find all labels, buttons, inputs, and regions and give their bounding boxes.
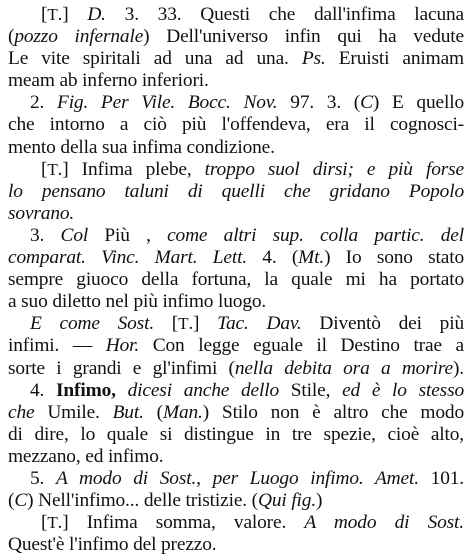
text-line <box>8 424 464 446</box>
text-line <box>8 358 464 380</box>
text-segment: Quest'è l'infimo del prezzo. <box>8 534 217 556</box>
italic-text: Fig. Per Vile. Bocc. Nov. <box>57 92 278 114</box>
text-segment: ) Stilo non è altro che modo <box>202 401 464 423</box>
text-line <box>8 313 464 335</box>
text-segment: infimi. — <box>8 335 106 357</box>
italic-text: pozzo infernale <box>14 26 144 48</box>
text-line <box>8 137 464 159</box>
italic-text: Col <box>60 224 89 246</box>
text-segment: ) E quello <box>372 92 464 114</box>
text-segment: Stile, <box>279 379 343 401</box>
italic-text: Tac. Dav. <box>217 313 302 335</box>
text-segment: [ <box>154 313 179 335</box>
bold-headword: Infimo, <box>56 379 116 401</box>
text-line <box>8 114 464 136</box>
text-segment: .] Infima somma, valore. <box>57 512 305 534</box>
text-segment: ) Io sono stato <box>324 247 464 269</box>
text-segment: sempre giuoco della fortuna, la quale mi ha portato <box>8 269 464 291</box>
text-segment: 97. 3. ( <box>277 92 361 114</box>
text-segment: ( <box>8 26 15 48</box>
text-segment: T <box>178 314 189 334</box>
text-segment: ) Nell'infimo... delle tristizie. ( <box>27 490 258 512</box>
text-segment: [ <box>41 158 48 180</box>
text-segment: meam ab inferno inferiori. <box>8 70 209 92</box>
text-segment <box>116 380 128 401</box>
text-segment: T <box>47 159 58 179</box>
text-segment: a suo diletto nel più infimo luogo. <box>8 291 267 313</box>
text-segment: .] <box>188 313 218 335</box>
text-line <box>8 512 464 534</box>
italic-text: dicesi anche dello <box>127 379 280 401</box>
text-segment: ) <box>316 490 323 512</box>
text-segment: di dire, lo quale si distingue in tre spezie, cioè alto, <box>8 423 464 445</box>
italic-text: nella debita ora a morire <box>234 357 453 379</box>
italic-text: Mt. <box>298 247 325 269</box>
italic-text: C <box>360 92 373 114</box>
text-line <box>8 402 464 424</box>
italic-text: Qui fig. <box>257 490 317 512</box>
text-line <box>8 534 464 556</box>
italic-text: comparat. Vinc. Mart. Lett. <box>8 247 248 269</box>
text-segment: ( <box>143 401 163 423</box>
text-line <box>8 4 464 26</box>
italic-text: che <box>8 401 35 423</box>
text-line <box>8 335 464 357</box>
text-segment: 3. 33. Questi che dall'infima lacuna <box>105 4 464 25</box>
text-segment: Eruisti animam <box>325 48 464 70</box>
text-segment: 4. ( <box>247 247 299 269</box>
italic-text: sovrano. <box>8 202 75 224</box>
italic-text: troppo suol dirsi; e più forse <box>204 158 464 180</box>
italic-text: C <box>14 490 28 512</box>
italic-text: ed è lo stesso <box>342 379 464 401</box>
text-segment: sorte i grandi e gl'infimi ( <box>8 357 235 379</box>
italic-text: But. <box>112 401 144 423</box>
text-line <box>8 490 464 512</box>
text-segment: 3. <box>30 224 61 246</box>
text-segment: mento della sua infima condizione. <box>8 136 275 158</box>
text-segment: mezzano, ed infimo. <box>8 445 164 467</box>
italic-text: lo pensano taluni di quelli che gridano Popolo <box>8 180 464 202</box>
text-line <box>8 181 464 203</box>
text-line <box>8 380 464 402</box>
text-line <box>8 468 464 490</box>
text-line <box>8 225 464 247</box>
text-segment: Con legge eguale il Destino trae a <box>139 335 464 357</box>
text-line <box>8 269 464 291</box>
text-line <box>8 247 464 269</box>
text-segment: 101. <box>418 467 464 489</box>
text-segment: .] Infima plebe, <box>57 158 205 180</box>
text-segment: ) Dell'universo infin qui ha vedute <box>143 26 464 48</box>
italic-text: A modo di Sost. <box>304 512 464 534</box>
italic-text: come altri sup. colla partic. del <box>167 224 464 246</box>
text-segment: 5. <box>30 467 56 489</box>
text-segment: Diventò dei più <box>301 313 464 335</box>
text-line <box>8 203 464 225</box>
text-line <box>8 291 464 313</box>
text-segment: Le vite spiritali ad una ad una. <box>8 48 302 70</box>
text-line <box>8 92 464 114</box>
text-line <box>8 446 464 468</box>
text-segment: ( <box>8 490 15 512</box>
text-line <box>8 70 464 92</box>
text-segment: 4. <box>30 379 57 401</box>
text-segment: ). <box>453 357 464 379</box>
italic-text: E come Sost. <box>30 313 155 335</box>
text-segment: 2. <box>30 92 57 114</box>
italic-text: Ps. <box>301 48 326 70</box>
text-segment: Umile. <box>34 401 113 423</box>
italic-text: D. <box>87 4 106 25</box>
text-segment: [ <box>41 4 48 25</box>
italic-text: Man. <box>162 401 203 423</box>
italic-text: Hor. <box>105 335 140 357</box>
text-line <box>8 48 464 70</box>
italic-text: A modo di Sost., per Luogo infimo. Amet. <box>55 467 419 489</box>
text-segment: Più , <box>88 224 168 246</box>
text-line <box>8 159 464 181</box>
text-segment: [ <box>41 512 48 534</box>
text-line <box>8 26 464 48</box>
text-segment: T <box>47 513 58 533</box>
text-segment: .] <box>57 4 88 25</box>
text-segment: T <box>47 5 58 24</box>
text-segment: che intorno a ciò più l'offendeva, era il cognosci- <box>8 114 464 136</box>
